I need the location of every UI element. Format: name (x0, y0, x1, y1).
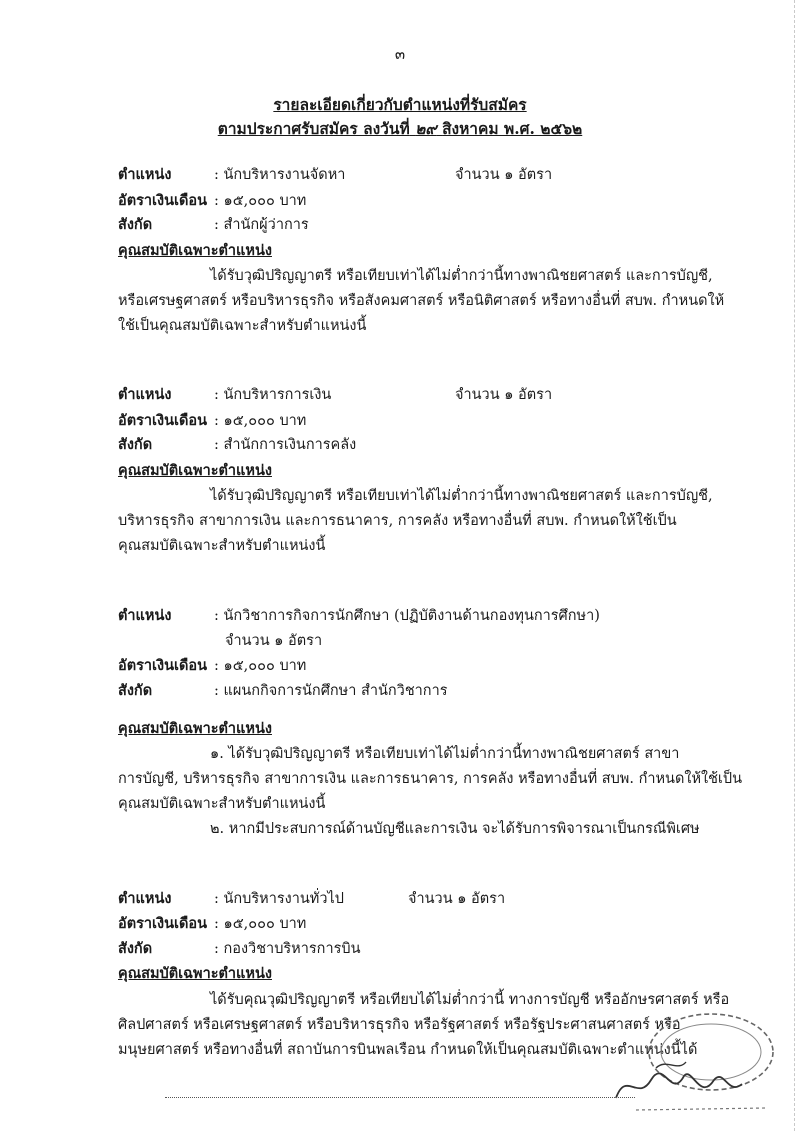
dept-label: สังกัด (118, 682, 153, 699)
position-name: : นักบริหารงานทั่วไป (214, 891, 344, 907)
qualification-heading: คุณสมบัติเฉพาะตำแหน่ง (118, 720, 272, 737)
document-subtitle (0, 116, 800, 141)
qualification-text-line: ได้รับวุฒิปริญญาตรี หรือเทียบเท่าได้ไม่ต่ำกว่านี้ทางพาณิชยศาสตร์ และการบัญชี, (210, 488, 713, 504)
signature-mark (616, 1073, 742, 1098)
document-title: รายละเอียดเกี่ยวกับตำแหน่งที่รับสมัคร (273, 95, 527, 114)
dept-label: สังกัด (118, 436, 153, 453)
salary-value: : ๑๕,๐๐๐ บาท (214, 193, 307, 209)
announcement-day: ๒๙ (415, 120, 437, 138)
position-count: จำนวน ๑ อัตรา (225, 633, 323, 649)
dept-value: : สำนักการเงินการคลัง (214, 437, 357, 453)
qualification-heading: คุณสมบัติเฉพาะตำแหน่ง (118, 965, 272, 982)
salary-label: อัตราเงินเดือน (118, 192, 207, 209)
qualification-text-line: ได้รับวุฒิปริญญาตรี หรือเทียบเท่าได้ไม่ต่ำกว่านี้ทางพาณิชยศาสตร์ และการบัญชี, (210, 268, 713, 284)
salary-value: : ๑๕,๐๐๐ บาท (214, 658, 307, 674)
salary-value: : ๑๕,๐๐๐ บาท (214, 916, 307, 932)
qualification-text-line: คุณสมบัติเฉพาะสำหรับตำแหน่งนี้ (118, 538, 326, 554)
qualification-text-line: ได้รับคุณวุฒิปริญญาตรี หรือเทียบได้ไม่ต่ำกว่านี้ ทางการบัญชี หรืออักษรศาสตร์ หรือ (210, 992, 730, 1008)
salary-label: อัตราเงินเดือน (118, 915, 207, 932)
qualification-text-line: ใช้เป็นคุณสมบัติเฉพาะสำหรับตำแหน่งนี้ (118, 318, 367, 334)
position-name: : นักบริหารงานจัดหา (214, 167, 346, 183)
dept-value: : กองวิชาบริหารการบิน (214, 941, 361, 957)
position-label: ตำแหน่ง (118, 607, 172, 624)
qualification-text-line: บริหารธุรกิจ สาขาการเงิน และการธนาคาร, การคลัง หรือทางอื่นที่ สบพ. กำหนดให้ใช้เป็น (118, 513, 677, 529)
qualification-text-line: มนุษยศาสตร์ หรือทางอื่นที่ สถาบันการบินพลเรือน กำหนดให้เป็นคุณสมบัติเฉพาะตำแหน่งนี้ได้ (118, 1042, 698, 1058)
position-count: จำนวน ๑ อัตรา (455, 387, 553, 403)
announcement-date-prefix: ตามประกาศรับสมัคร ลงวันที่ (217, 119, 410, 138)
position-label: ตำแหน่ง (118, 890, 172, 907)
qualification-heading: คุณสมบัติเฉพาะตำแหน่ง (118, 462, 272, 479)
position-name: : นักวิชาการกิจการนักศึกษา (ปฏิบัติงานด้านกองทุนการศึกษา) (214, 608, 600, 624)
certification-stamp (596, 1010, 791, 1120)
qualification-text-line: ศิลปศาสตร์ หรือเศรษฐศาสตร์ หรือบริหารธุรกิจ หรือรัฐศาสตร์ หรือรัฐประศาสนศาสตร์ หรือ (118, 1017, 681, 1033)
position-label: ตำแหน่ง (118, 166, 172, 183)
salary-value: : ๑๕,๐๐๐ บาท (214, 413, 307, 429)
qualification-text-line: การบัญชี, บริหารธุรกิจ สาขาการเงิน และการธนาคาร, การคลัง หรือทางอื่นที่ สบพ. กำหนดให้ใช้เป็น (118, 771, 743, 787)
salary-label: อัตราเงินเดือน (118, 657, 207, 674)
scan-edge-line (794, 0, 796, 1131)
dept-label: สังกัด (118, 940, 153, 957)
position-label: ตำแหน่ง (118, 386, 172, 403)
dept-label: สังกัด (118, 216, 153, 233)
position-name: : นักบริหารการเงิน (214, 387, 332, 403)
position-count: จำนวน ๑ อัตรา (408, 891, 506, 907)
dept-value: : สำนักผู้ว่าการ (214, 217, 309, 233)
announcement-date-suffix: สิงหาคม พ.ศ. ๒๕๖๒ (442, 119, 583, 138)
dept-value: : แผนกกิจการนักศึกษา สำนักวิชาการ (214, 683, 448, 699)
qualification-text-line: ๒. หากมีประสบการณ์ด้านบัญชีและการเงิน จะได้รับการพิจารณาเป็นกรณีพิเศษ (210, 821, 700, 837)
salary-label: อัตราเงินเดือน (118, 412, 207, 429)
qualification-heading: คุณสมบัติเฉพาะตำแหน่ง (118, 242, 272, 259)
signature-dotted-line (165, 1097, 635, 1098)
qualification-text-line: ๑. ได้รับวุฒิปริญญาตรี หรือเทียบเท่าได้ไม่ต่ำกว่านี้ทางพาณิชยศาสตร์ สาขา (210, 746, 680, 762)
position-count: จำนวน ๑ อัตรา (455, 167, 553, 183)
qualification-text-line: คุณสมบัติเฉพาะสำหรับตำแหน่งนี้ (118, 796, 326, 812)
page-number: ๓ (394, 45, 406, 63)
qualification-text-line: หรือเศรษฐศาสตร์ หรือบริหารธุรกิจ หรือสังคมศาสตร์ หรือนิติศาสตร์ หรือทางอื่นที่ สบพ. กำหนดให้ (118, 293, 725, 309)
